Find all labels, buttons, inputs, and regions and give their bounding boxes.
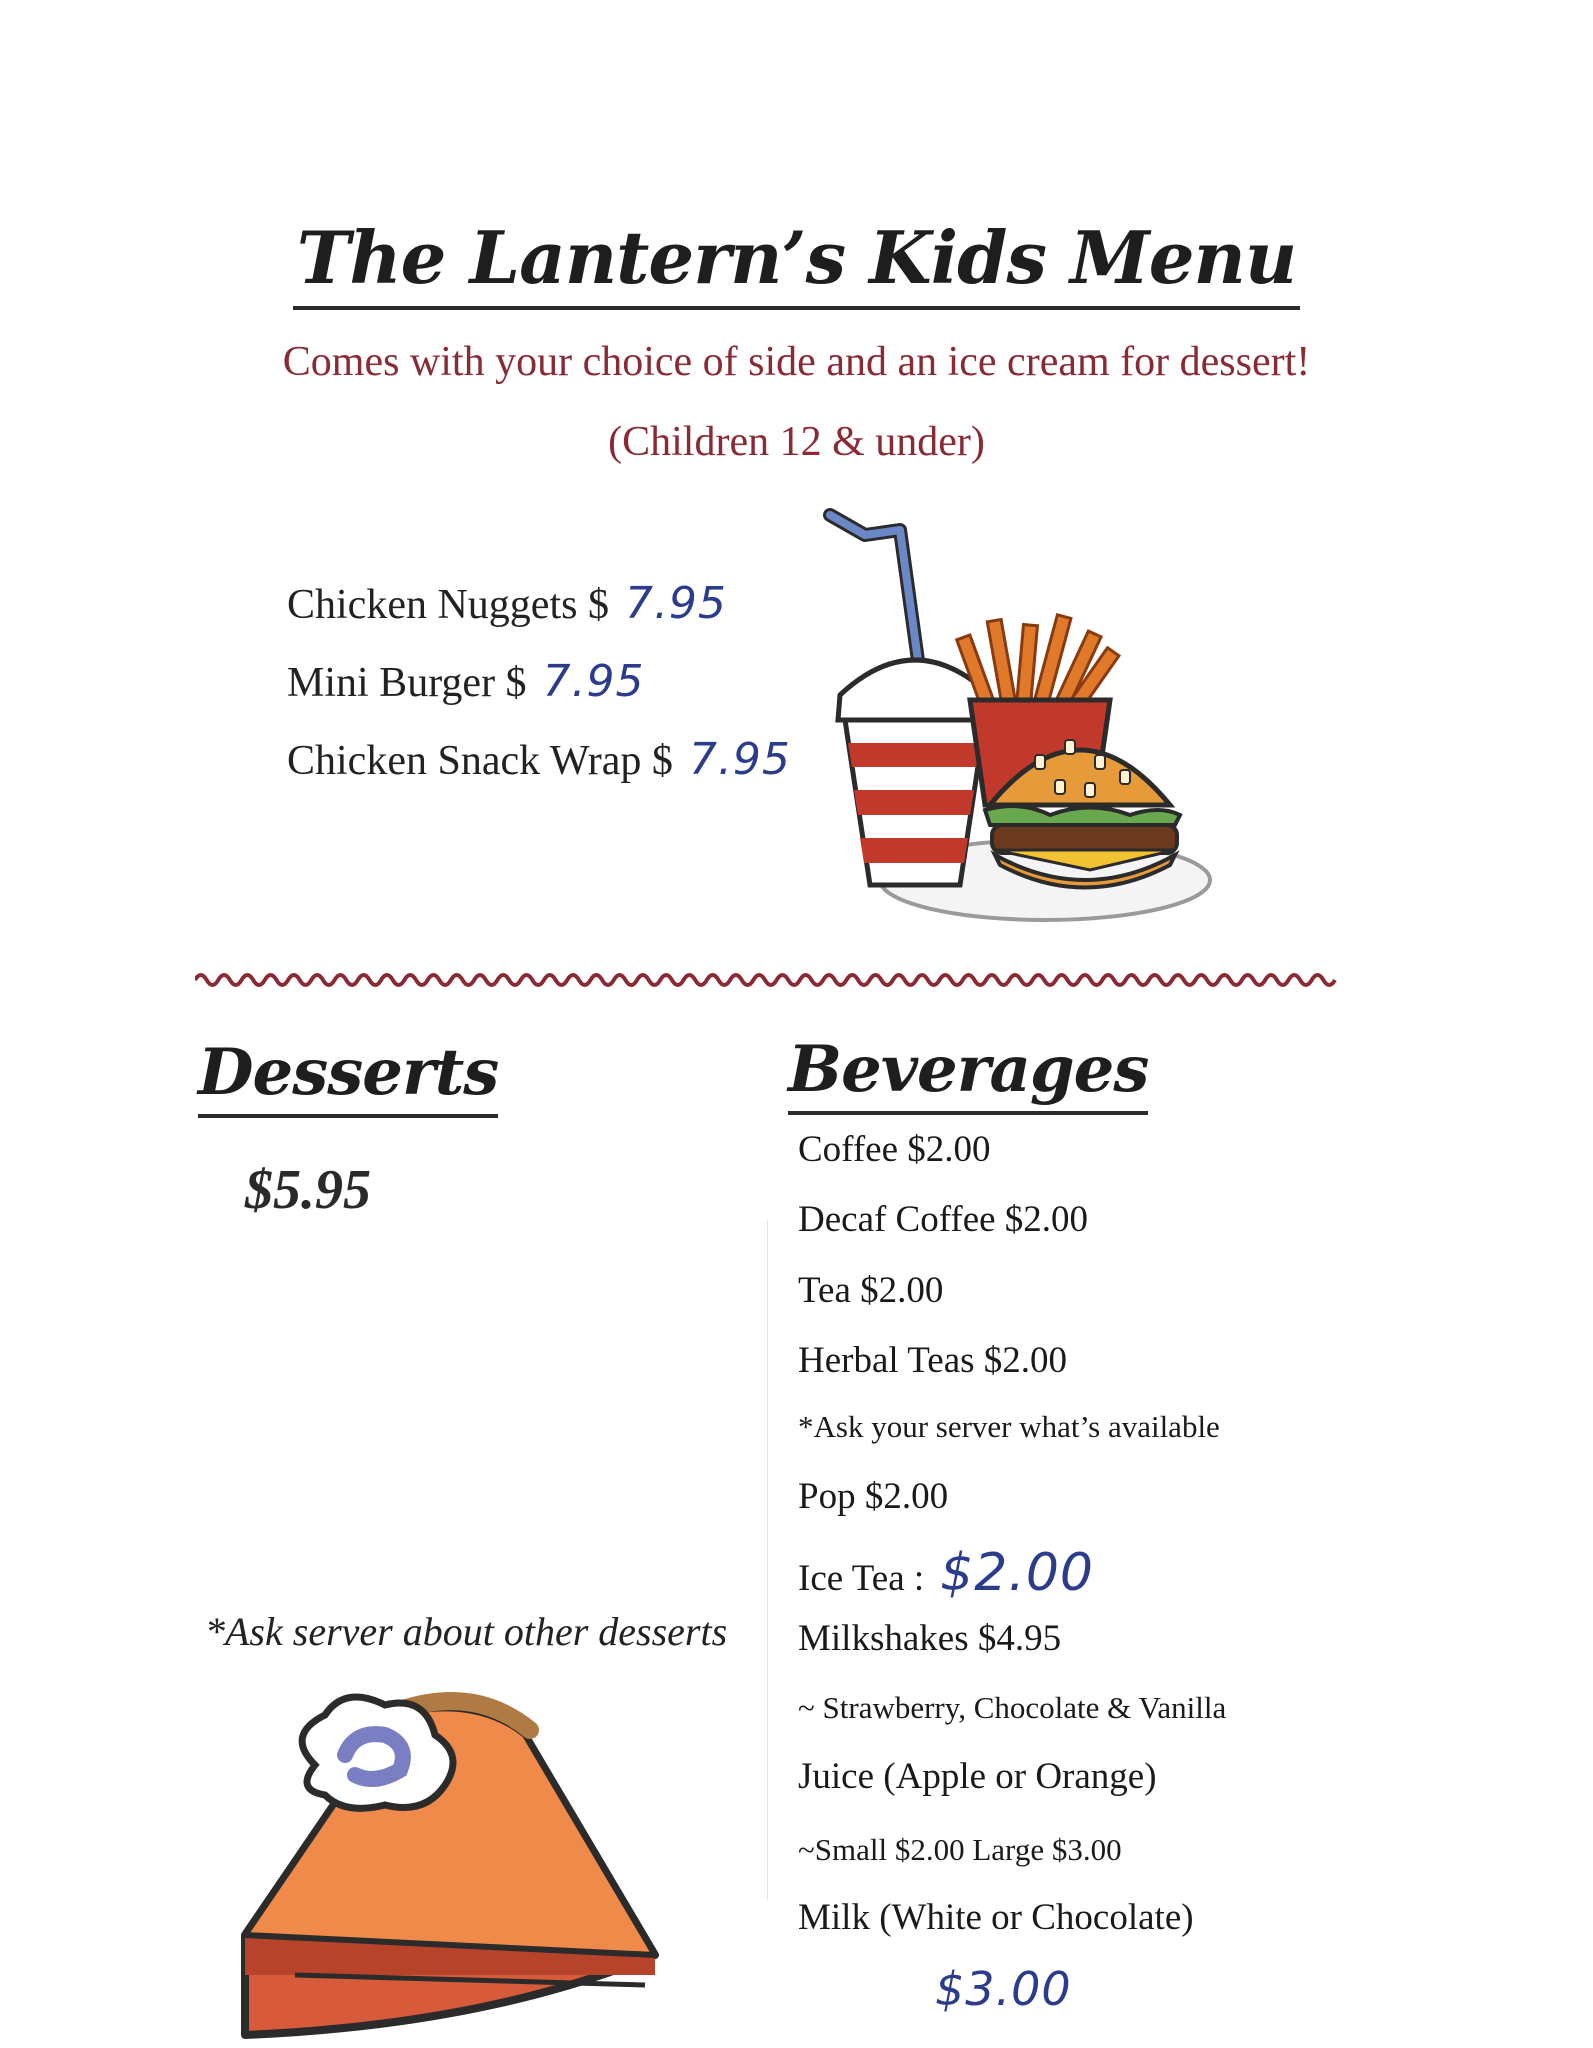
kids-item-chicken-nuggets	[287, 578, 727, 629]
beverage-item: Juice (Apple or Orange)	[798, 1756, 1157, 1797]
beverage-item: Herbal Teas $2.00	[798, 1340, 1068, 1381]
beverage-item-label: Ice Tea :	[798, 1558, 925, 1599]
kids-item-price: 7.95	[542, 656, 645, 707]
beverage-item: Milkshakes $4.95	[798, 1618, 1062, 1659]
kids-item-price: 7.95	[688, 734, 791, 785]
beverage-item: Coffee $2.00	[798, 1129, 991, 1170]
milk-handwritten-price: $3.00	[935, 1962, 1072, 2016]
kids-intro: Comes with your choice of side and an ice cream for dessert!	[282, 339, 1311, 385]
column-divider	[767, 1220, 768, 1900]
kids-item-label: Chicken Snack Wrap $	[287, 738, 673, 784]
beverage-note: ~ Strawberry, Chocolate & Vanilla	[798, 1690, 1227, 1725]
beverage-note: ~Small $2.00 Large $3.00	[798, 1832, 1122, 1867]
beverage-item: Tea $2.00	[798, 1270, 944, 1311]
beverage-note: *Ask your server what’s available	[798, 1409, 1220, 1444]
kids-item-chicken-snack-wrap	[287, 734, 791, 785]
dessert-price: $5.95	[245, 1159, 371, 1221]
menu-title	[0, 215, 1593, 300]
beverage-item: Pop $2.00	[798, 1476, 949, 1517]
beverage-item-ice-tea	[798, 1543, 1094, 1603]
beverages-heading-text: Beverages	[788, 1032, 1148, 1115]
menu-title-text: The Lantern’s Kids Menu	[293, 215, 1301, 310]
kids-item-mini-burger	[287, 656, 645, 707]
beverages-heading	[788, 1032, 1148, 1107]
desserts-heading-text: Desserts	[198, 1035, 498, 1118]
pie-slice-illustration	[225, 1675, 665, 2048]
burger-meal-illustration	[820, 505, 1260, 945]
kids-item-label: Mini Burger $	[287, 660, 527, 706]
ice-tea-handwritten-price: $2.00	[940, 1543, 1095, 1603]
beverage-item: Decaf Coffee $2.00	[798, 1199, 1089, 1240]
beverage-item: Milk (White or Chocolate)	[798, 1897, 1194, 1938]
desserts-heading	[198, 1035, 498, 1110]
kids-item-label: Chicken Nuggets $	[287, 582, 609, 628]
kids-age-note: (Children 12 & under)	[608, 419, 985, 465]
dessert-note: *Ask server about other desserts	[205, 1609, 728, 1654]
kids-item-price: 7.95	[624, 578, 727, 629]
wavy-divider	[195, 965, 1345, 995]
